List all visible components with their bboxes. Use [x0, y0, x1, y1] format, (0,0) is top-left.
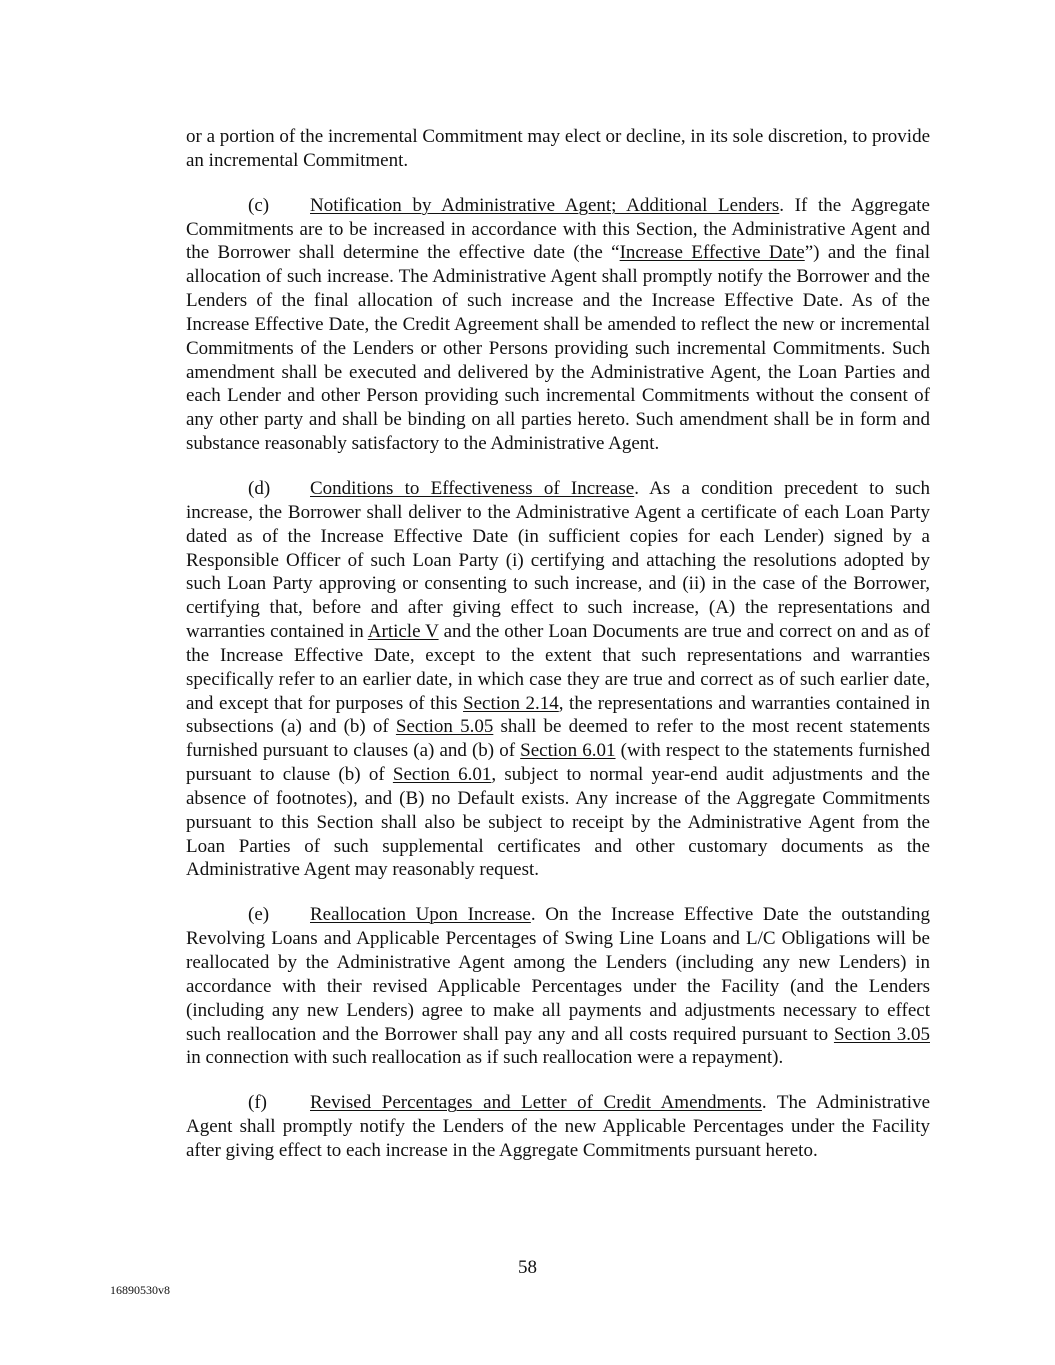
paragraph-f [186, 1091, 930, 1163]
paragraph-continued [186, 125, 930, 173]
underlined-reference: Revised Percentages and Letter of Credit Amendments [310, 1092, 762, 1114]
underlined-reference: Conditions to Effectiveness of Increase [310, 477, 635, 499]
paragraph-text: . On the Increase Effective Date the outstanding Revolving Loans and Applicable Percentages of Swing Line Loans and L/C Obligations will be reallocated by the Administrative Agent among the Lenders (including any new Lenders) in accordance with their revised Applicable Percentages under the Facility (and the Lenders (including any new Lenders) agree to make all payments and adjustments necessary to effect such reallocation and the Borrower shall pay any and all costs required pursuant to [186, 904, 930, 1045]
paragraph-text: ”) and the final allocation of such increase. The Administrative Agent shall promptly notify the Borrower and the Lenders of the final allocation of such increase and the Increase Effective Date. As of the Increase Effective Date, the Credit Agreement shall be amended to reflect the new or incremental Commitments of the Lenders or other Persons providing such incremental Commitments. Such amendment shall be executed and delivered by the Administrative Agent, the Loan Parties and each Lender and other Person providing such incremental Commitments without the consent of any other party and shall be binding on all parties hereto. Such amendment shall be in form and substance reasonably satisfactory to the Administrative Agent. [186, 242, 930, 455]
paragraph-e [186, 903, 930, 1070]
paragraph-text: , subject to normal year-end audit adjustments and the absence of footnotes), and (B) no Default exists. Any increase of the Aggregate Commitments pursuant to this Section shall also be subject to receipt by the Administrative Agent from the Loan Parties of such supplemental certificates and other customary documents as the Administrative Agent may reasonably request. [186, 764, 930, 881]
paragraph-text: . As a condition precedent to such increase, the Borrower shall deliver to the Administrative Agent a certificate of each Loan Party dated as of the Increase Effective Date (in sufficient copies for each Lender) signed by a Responsible Officer of such Loan Party (i) certifying and attaching the resolutions adopted by such Loan Party approving or consenting to such increase, and (ii) in the case of the Borrower, certifying that, before and after giving effect to such increase, (A) the representations and warranties contained in [186, 477, 930, 643]
underlined-reference: Section 2.14 [463, 692, 559, 714]
paragraph-text: . The Administrative Agent shall promptly notify the Lenders of the new Applicable Percentages under the Facility after giving effect to each increase in the Aggregate Commitments pursuant hereto. [186, 1092, 930, 1161]
underlined-reference: Section 5.05 [395, 716, 494, 738]
paragraph-label: (c) [248, 194, 270, 216]
paragraph-c [186, 194, 930, 456]
paragraph-label: (f) [248, 1092, 267, 1114]
underlined-reference: Section 3.05 [833, 1023, 930, 1045]
underlined-reference: Notification by Administrative Agent; Additional Lenders [310, 194, 780, 216]
paragraph-label: (e) [248, 904, 270, 926]
page-number: 58 [518, 1257, 537, 1278]
paragraph-text: shall be deemed to refer to the most recent statements furnished pursuant to clauses (a) and (b) of [186, 716, 931, 762]
paragraph-text: and the other Loan Documents are true and correct on and as of the Increase Effective Date, except to the extent that such representations and warranties specifically refer to an earlier date, in which case they are true and correct as of such earlier date, and except that for purposes of this [186, 621, 931, 714]
paragraph-text: or a portion of the incremental Commitment may elect or decline, in its sole discretion, to provide an incremental Commitment. [186, 126, 930, 171]
document-body [186, 125, 930, 1184]
underlined-reference: Article V [367, 621, 439, 643]
paragraph-d [186, 477, 930, 882]
paragraph-text: in connection with such reallocation as if such reallocation were a repayment). [186, 1047, 784, 1069]
paragraph-text: . If the Aggregate Commitments are to be increased in accordance with this Section, the Administrative Agent and the Borrower shall determine the effective date (the “ [186, 194, 930, 264]
underlined-reference: Reallocation Upon Increase [310, 904, 531, 926]
underlined-reference: Increase Effective Date [619, 242, 805, 264]
underlined-reference: Section 6.01 [392, 764, 492, 786]
paragraph-label: (d) [248, 477, 271, 499]
document-id: 16890530v8 [110, 1283, 170, 1297]
paragraph-text: (with respect to the statements furnished pursuant to clause (b) of [186, 740, 931, 786]
underlined-reference: Section 6.01 [520, 740, 616, 762]
paragraph-text: , the representations and warranties contained in subsections (a) and (b) of [186, 692, 930, 738]
